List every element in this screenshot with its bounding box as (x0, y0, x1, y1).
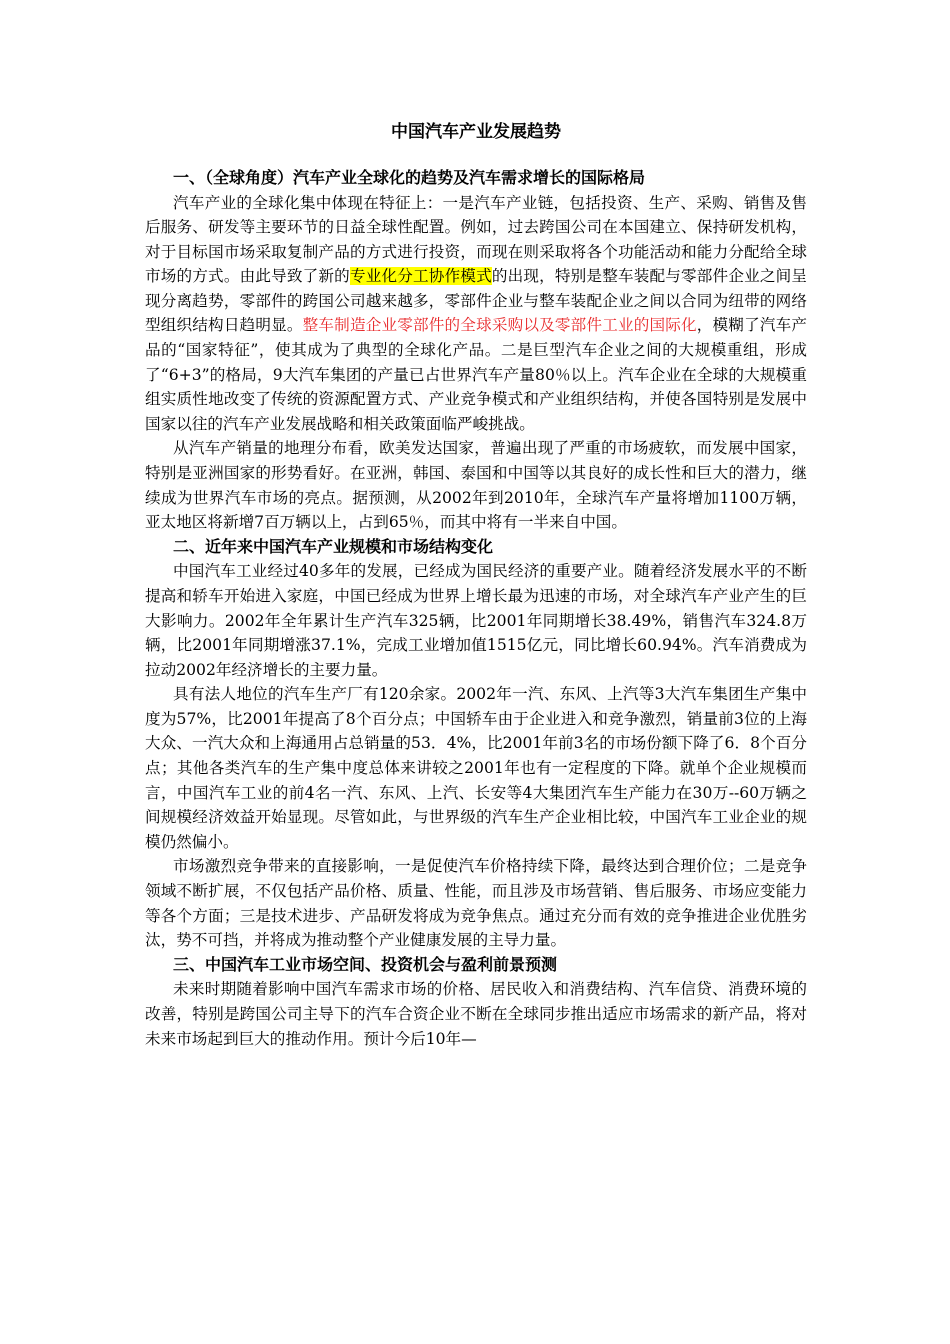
red-text: 整车制造企业零部件的全球采购以及零部件工业的国际化 (302, 316, 697, 335)
section-2-heading: 二、近年来中国汽车产业规模和市场结构变化 (173, 536, 494, 556)
section-3-heading: 三、中国汽车工业市场空间、投资机会与盈利前景预测 (173, 954, 558, 974)
section-2-paragraph-3: 市场激烈竞争带来的直接影响，一是促使汽车价格持续下降，最终达到合理价位；二是竞争领域不断扩展，不仅包括产品价格、质量、性能，而且涉及市场营销、售后服务、市场应变能力等各个方面；三是技术进步、产品研发将成为竞争焦点。通过充分而有效的竞争推进企业优胜劣汰，势不可挡，并将成为推动整个产业健康发展的主导力量。 (145, 857, 807, 950)
document-page (145, 120, 807, 1051)
section-1-p1-text-b: 的出现，特别是整车装配与零部件企业之间呈现分离趋势，零部件的跨国公司越来越多，零部件企业与整车装配企业之间以合同为纽带的网络型组织结构日趋明显。 (145, 267, 807, 335)
document-title: 中国汽车产业发展趋势 (391, 122, 561, 142)
section-1-heading: 一、（全球角度）汽车产业全球化的趋势及汽车需求增长的国际格局 (173, 168, 646, 187)
section-1-p1-text-c: ，模糊了汽车产品的“国家特征”，使其成为了典型的全球化产品。二是巨型汽车企业之间的大规模重组，形成了“6+3”的格局，9大汽车集团的产量已占世界汽车产量80％以上。汽车企业在全球的大规模重组实质性地改变了传统的资源配置方式、产业竞争模式和产业组织结构，并使各国特别是发展中国家以往的汽车产业发展战略和相关政策面临严峻挑战。 (145, 316, 807, 433)
section-3-paragraph-1: 未来时期随着影响中国汽车需求市场的价格、居民收入和消费结构、汽车信贷、消费环境的改善，特别是跨国公司主导下的汽车合资企业不断在全球同步推出适应市场需求的新产品，将对未来市场起到巨大的推动作用。预计今后10年— (145, 980, 807, 1048)
section-1-paragraph-1 (145, 191, 807, 437)
section-1-paragraph-2: 从汽车产销量的地理分布看，欧美发达国家，普遍出现了严重的市场疲软，而发展中国家，特别是亚洲国家的形势看好。在亚洲，韩国、泰国和中国等以其良好的成长性和巨大的潜力，继续成为世界汽车市场的亮点。据预测，从2002年到2010年，全球汽车产量将增加1100万辆，亚太地区将新增7百万辆以上，占到65％，而其中将有一半来自中国。 (145, 439, 807, 532)
section-2-paragraph-1: 中国汽车工业经过40多年的发展，已经成为国民经济的重要产业。随着经济发展水平的不断提高和轿车开始进入家庭，中国已经成为世界上增长最为迅速的市场，对全球汽车产业产生的巨大影响力。2002年全年累计生产汽车325辆，比2001年同期增长38.49%，销售汽车324.8万辆，比2001年同期增涨37.1%，完成工业增加值1515亿元，同比增长60.94%。汽车消费成为拉动2002年经济增长的主要力量。 (145, 562, 807, 679)
section-1-p1-text-a: 汽车产业的全球化集中体现在特征上：一是汽车产业链，包括投资、生产、采购、销售及售后服务、研发等主要环节的日益全球性配置。例如，过去跨国公司在本国建立、保持研发机构，对于目标国市场采取复制产品的方式进行投资，而现在则采取将各个功能活动和能力分配给全球市场的方式。由此导致了新的 (145, 193, 807, 286)
highlighted-text: 专业化分工协作模式 (349, 267, 492, 286)
section-2-paragraph-2: 具有法人地位的汽车生产厂有120余家。2002年一汽、东风、上汽等3大汽车集团生产集中度为57%，比2001年提高了8个百分点；中国轿车由于企业进入和竞争激烈，销量前3位的上海大众、一汽大众和上海通用占总销量的53．4%，比2001年前3名的市场份额下降了6．8个百分点；其他各类汽车的生产集中度总体来讲较之2001年也有一定程度的下降。就单个企业规模而言，中国汽车工业的前4名一汽、东风、上汽、长安等4大集团汽车生产能力在30万--60万辆之间规模经济效益开始显现。尽管如此，与世界级的汽车生产企业相比较，中国汽车工业企业的规模仍然偏小。 (145, 685, 807, 851)
